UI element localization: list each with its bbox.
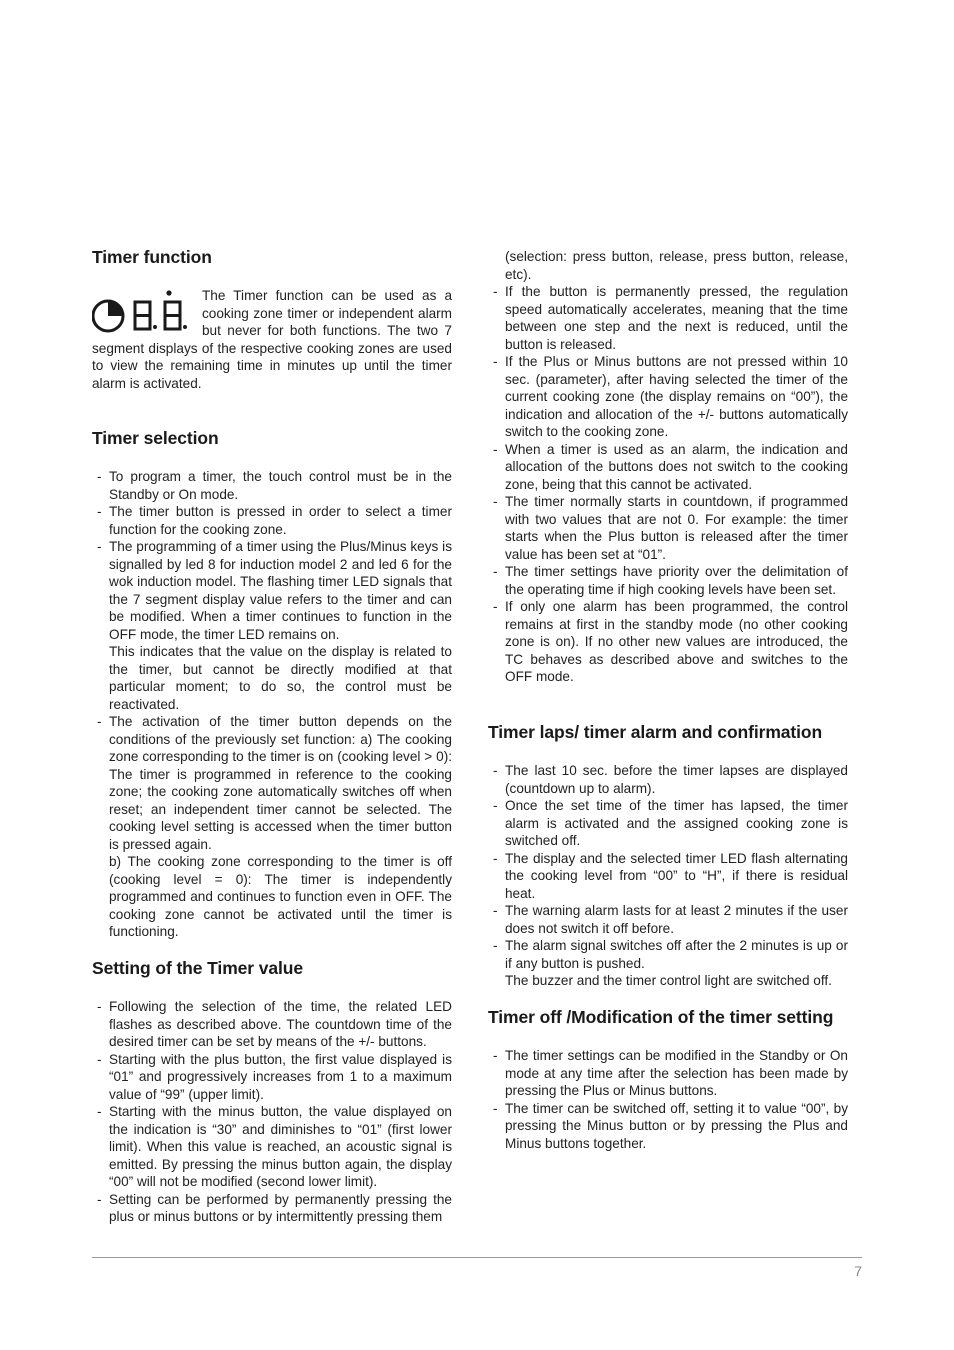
list-item: - The timer normally starts in countdown, if programmed with two values that are not 0. For example: the timer starts when the Plus button is released after the timer value has been set at “01”.: [488, 493, 848, 563]
section-timer-laps: [488, 721, 848, 990]
timer-function-body: [92, 287, 452, 392]
list-item: - The timer settings have priority over the delimitation of the operating time if high cooking levels have been set.: [488, 563, 848, 598]
list-item: - The programming of a timer using the Plus/Minus keys is signalled by led 8 for induction model 2 and led 6 for the wok induction model. The flashing timer LED signals that the 7 segment display value refers to the timer and can be modified. When a timer continues to function in the OFF mode, the timer LED remains on. This indicates that the value on the display is related to the timer, but cannot be directly modified at that particular moment; to do so, the control must be reactivated.: [92, 538, 452, 713]
timer-off-list: [488, 1047, 848, 1152]
list-item: - The alarm signal switches off after the 2 minutes is up or if any button is pushed. The buzzer and the timer control light are switched off.: [488, 937, 848, 990]
list-item: - To program a timer, the touch control must be in the Standby or On mode.: [92, 468, 452, 503]
setting-timer-continued: [488, 248, 848, 686]
section-timer-function: [92, 246, 452, 392]
setting-timer-list-continued: [488, 283, 848, 686]
list-item: - The warning alarm lasts for at least 2 minutes if the user does not switch it off before.: [488, 902, 848, 937]
heading-timer-selection: Timer selection: [92, 428, 219, 448]
list-item: - When a timer is used as an alarm, the indication and allocation of the buttons does not switch to the cooking zone, being that this cannot be activated.: [488, 441, 848, 494]
list-item: - The display and the selected timer LED flash alternating the cooking level from “00” to “H”, if there is residual heat.: [488, 850, 848, 903]
heading-setting-timer: Setting of the Timer value: [92, 958, 304, 978]
heading-timer-function: Timer function: [92, 247, 212, 267]
list-item: - The timer button is pressed in order to select a timer function for the cooking zone.: [92, 503, 452, 538]
heading-timer-off: Timer off /Modification of the timer setting: [488, 1007, 834, 1027]
list-item: - Setting can be performed by permanently pressing the plus or minus buttons or by intermittently pressing them: [92, 1191, 452, 1226]
page-number: 7: [854, 1263, 862, 1279]
timer-function-text: The Timer function can be used as a cooking zone timer or independent alarm but never for both functions. The two 7 segment displays of the respective cooking zones are used to view the remaining time in minutes up until the timer alarm is activated.: [92, 288, 452, 391]
section-timer-selection: [92, 427, 452, 941]
timer-selection-list: [92, 468, 452, 941]
continuation-text: (selection: press button, release, press button, release, etc).: [505, 249, 848, 282]
footer-divider: [92, 1257, 862, 1258]
list-item: - If the button is permanently pressed, the regulation speed automatically accelerates, meaning that the time between one step and the next is reduced, until the button is released.: [488, 283, 848, 353]
list-item: - Following the selection of the time, the related LED flashes as described above. The countdown time of the desired timer can be set by means of the +/- buttons.: [92, 998, 452, 1051]
list-item: - If only one alarm has been programmed, the control remains at first in the standby mode (no other cooking zone is on). If no other new values are introduced, the TC behaves as described above and switches to the OFF mode.: [488, 598, 848, 686]
seven-segment-display-icon: [135, 290, 187, 329]
list-item: - The timer settings can be modified in the Standby or On mode at any time after the selection has been made by pressing the Plus or Minus buttons.: [488, 1047, 848, 1100]
timer-laps-list: [488, 762, 848, 990]
list-item: - The last 10 sec. before the timer lapses are displayed (countdown up to alarm).: [488, 762, 848, 797]
list-item: - Starting with the minus button, the value displayed on the indication is “30” and diminishes to “01” (first lower limit). When this value is reached, an acoustic signal is emitted. By pressing the minus button again, the display “00” will not be modified (second lower limit).: [92, 1103, 452, 1191]
list-item: - Once the set time of the timer has lapsed, the timer alarm is activated and the assigned cooking zone is switched off.: [488, 797, 848, 850]
setting-timer-list: [92, 998, 452, 1226]
list-item: - The timer can be switched off, setting it to value “00”, by pressing the Minus button or by pressing the Plus and Minus buttons together.: [488, 1100, 848, 1153]
list-item: - The activation of the timer button depends on the conditions of the previously set function: a) The cooking zone corresponding to the timer is on (cooking level > 0): The timer is programmed in reference to the cooking zone; the cooking zone automatically switches off when reset; an independent timer cannot be selected. The cooking level setting is accessed when the timer button is pressed again. b) The cooking zone corresponding to the timer is off (cooking level = 0): The timer is independently programmed and continues to function even in OFF. The cooking zone cannot be activated until the timer is functioning.: [92, 713, 452, 941]
list-item-continuation: b) The cooking zone corresponding to the timer is off (cooking level = 0): The timer is independently programmed and continues to function even in OFF. The cooking zone cannot be activated until the timer is functioning.: [109, 854, 452, 939]
list-item: - If the Plus or Minus buttons are not pressed within 10 sec. (parameter), after having selected the timer of the current cooking zone (the display remains on “00”), the indication and allocation of the +/- buttons automatically switch to the cooking zone.: [488, 353, 848, 441]
timer-display-icon: [92, 289, 196, 337]
section-timer-off: [488, 1006, 848, 1152]
timer-clock-icon: [93, 301, 123, 331]
list-item: - Starting with the plus button, the first value displayed is “01” and progressively increases from 1 to a maximum value of “99” (upper limit).: [92, 1051, 452, 1104]
heading-timer-laps: Timer laps/ timer alarm and confirmation: [488, 722, 823, 742]
section-setting-timer: [92, 957, 452, 1226]
list-item-continuation: This indicates that the value on the display is related to the timer, but cannot be directly modified at that particular moment; to do so, the control must be reactivated.: [109, 644, 452, 712]
list-item-continuation: The buzzer and the timer control light are switched off.: [505, 973, 832, 988]
